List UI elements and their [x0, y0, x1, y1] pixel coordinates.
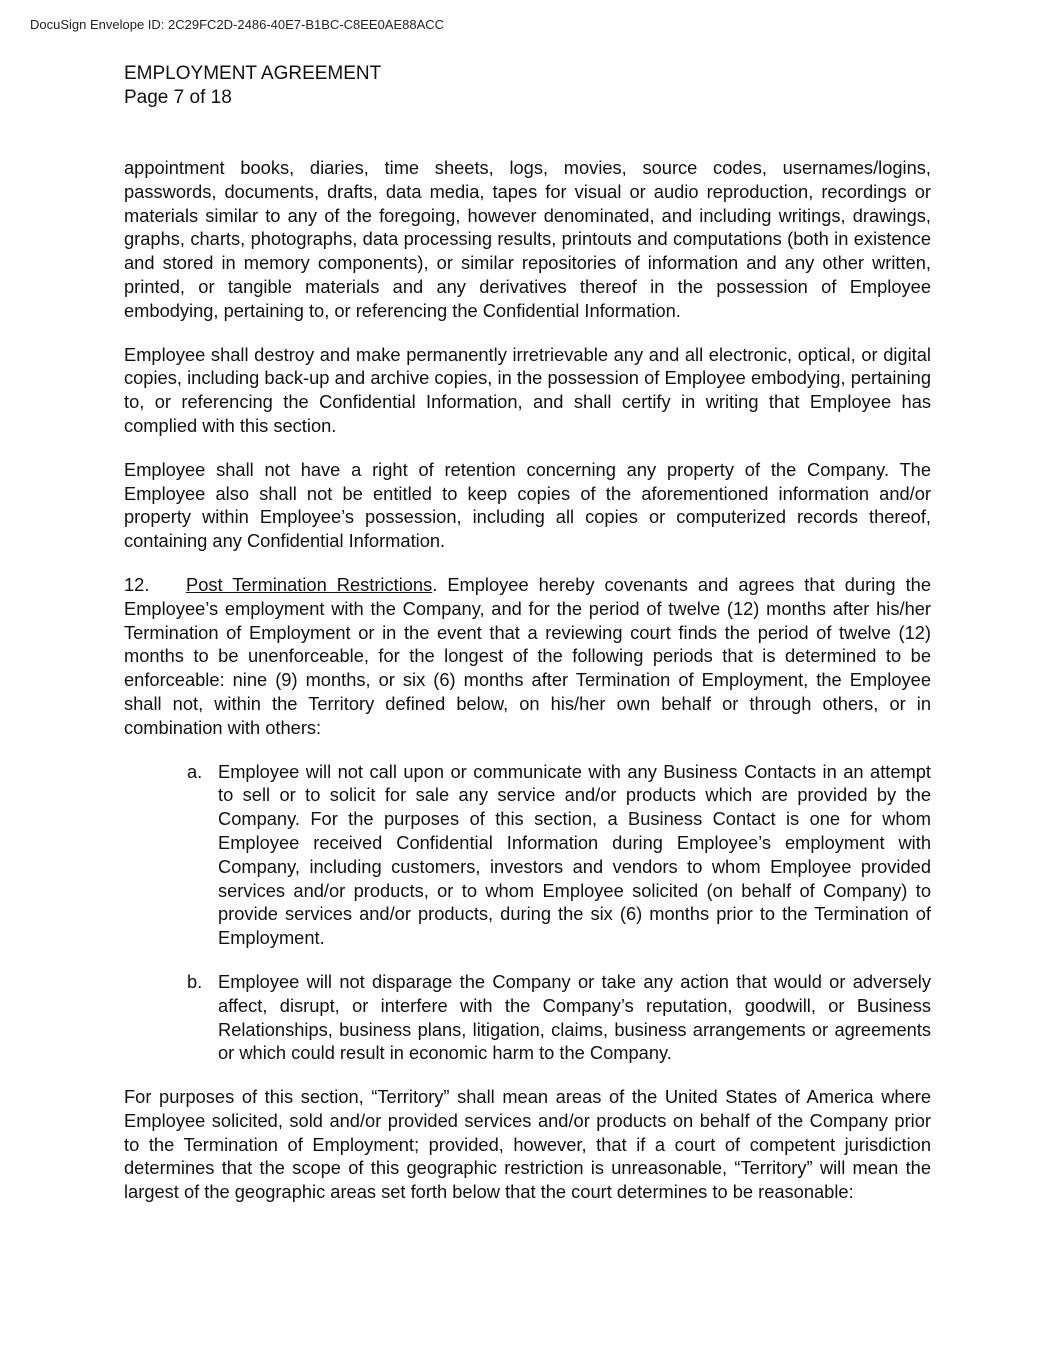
paragraph-retention: Employee shall not have a right of retention concerning any property of the Company. The Employee also shall not be entitled to keep copies of the aforementioned information and/or property within Employee’s possession, including all copies or computerized records thereof, containing any Confidential Information. [124, 458, 931, 552]
document-title: EMPLOYMENT AGREEMENT [124, 63, 382, 84]
paragraph-destroy-copies: Employee shall destroy and make permanently irretrievable any and all electronic, optical, or digital copies, including back-up and archive copies, in the possession of Employee embodying, pertaining to, or referencing the Confidential Information, and shall certify in writing that Employee has complied with this section. [124, 343, 931, 436]
page-header [124, 62, 381, 110]
document-body [124, 156, 931, 1224]
paragraph-territory: For purposes of this section, “Territory” shall mean areas of the United States of America where Employee solicited, sold and/or provided services and/or products on behalf of the Company prior to the Termination of Employment; provided, however, that if a court of competent jurisdiction determines that the scope of this geographic restriction is unreasonable, “Territory” will mean the largest of the geographic areas set forth below that the court determines to be reasonable: [124, 1086, 931, 1203]
list-item [124, 760, 931, 950]
list-marker: b. [187, 970, 203, 992]
list-item-text: Employee will not call upon or communicate with any Business Contacts in an attempt to sell or to solicit for sale any service and/or products which are provided by the Company. For the purposes of this section, a Business Contact is one for whom Employee received Confidential Information during Employee’s employment with Company, including customers, investors and vendors to whom Employee provided services and/or products, or to whom Employee solicited (on behalf of Company) to provide services and/or products, during the six (6) months prior to the Termination of Employment. [218, 760, 931, 949]
list-marker: a. [187, 760, 203, 782]
docusign-envelope-id: DocuSign Envelope ID: 2C29FC2D-2486-40E7-B1BC-C8EE0AE88ACC [30, 17, 445, 32]
section-number: 12. [124, 573, 150, 595]
page-number: Page 7 of 18 [124, 87, 232, 108]
section-body: . Employee hereby covenants and agrees that during the Employee’s employment with the Company, and for the period of twelve (12) months after his/her Termination of Employment or in the event that a reviewing court finds the period of twelve (12) months to be unenforceable, for the longest of the following periods that is determined to be enforceable: nine (9) months, or six (6) months after Termination of Employment, the Employee shall not, within the Territory defined below, on his/her own behalf or through others, or in combination with others: [124, 573, 931, 738]
list-item-text: Employee will not disparage the Company or take any action that would or adversely affect, disrupt, or interfere with the Company’s reputation, goodwill, or Business Relationships, business plans, litigation, claims, business arrangements or agreements or which could result in economic harm to the Company. [218, 970, 931, 1064]
section-12 [124, 573, 931, 740]
restrictions-list [124, 760, 931, 1066]
list-item [124, 970, 931, 1065]
paragraph-materials: appointment books, diaries, time sheets, logs, movies, source codes, usernames/logins, passwords, documents, drafts, data media, tapes for visual or audio reproduction, recordings or materials similar to any of the foregoing, however denominated, and including writings, drawings, graphs, charts, photographs, data processing results, printouts and computations (both in existence and stored in memory components), or similar repositories of information and any other written, printed, or tangible materials and any derivatives thereof in the possession of Employee embodying, pertaining to, or referencing the Confidential Information. [124, 157, 931, 321]
section-title: Post Termination Restrictions [186, 573, 433, 595]
